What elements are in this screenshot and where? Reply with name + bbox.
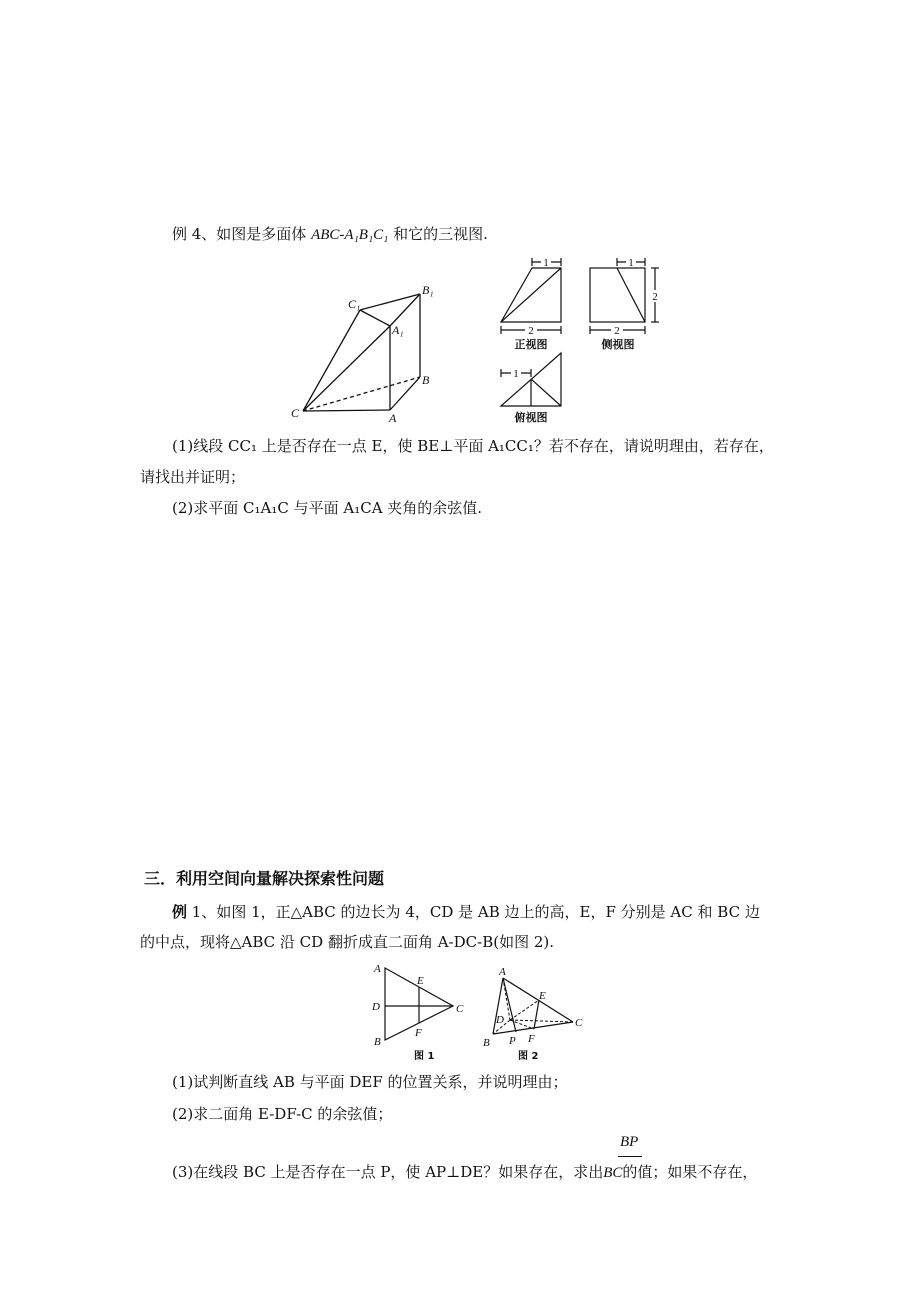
fraction-numerator: BP: [620, 1134, 639, 1150]
section3-question3: (3)在线段 BC 上是否存在一点 P，使 AP⊥DE？如果存在，求出BC的值；如果不存在，: [172, 1163, 758, 1181]
fraction-bar: [618, 1156, 642, 1157]
fig1-caption: 图 1: [414, 1051, 435, 1062]
fig2-label-F: F: [528, 1033, 535, 1045]
fig1-label-B: B: [374, 1036, 381, 1048]
label-A1: A₁: [392, 323, 404, 337]
figure-1: [370, 960, 480, 1060]
front-view-caption: 正视图: [514, 339, 548, 351]
three-views-figure: [498, 255, 678, 425]
section3-question1: (1)试判断直线 AB 与平面 DEF 的位置关系，并说明理由；: [172, 1073, 568, 1091]
section3-heading: 三．利用空间向量解决探索性问题: [144, 869, 385, 888]
fig2-label-C: C: [575, 1017, 583, 1029]
example4-question2: (2)求平面 C₁A₁C 与平面 A₁CA 夹角的余弦值.: [172, 499, 483, 517]
fig2-label-A: A: [499, 966, 506, 978]
fraction-denominator: BC: [603, 1165, 623, 1181]
fig2-label-P: P: [509, 1035, 516, 1047]
fig1-label-F: F: [415, 1027, 422, 1039]
polyhedron-name: ABC-A₁B₁C₁: [311, 227, 389, 243]
fig1-label-A: A: [374, 963, 381, 975]
label-C1: C₁: [348, 297, 361, 311]
label-C: C: [291, 406, 300, 420]
example4-question1-line2: 请找出并证明；: [140, 468, 246, 486]
section3-example1-line1: 例 1、如图 1，正△ABC 的边长为 4，CD 是 AB 边上的高，E，F 分别是 AC 和 BC 边: [172, 903, 760, 921]
label-B: B: [422, 373, 430, 387]
fig2-label-E: E: [539, 990, 546, 1002]
fig2-label-B: B: [483, 1037, 490, 1049]
top-dim-1: 1: [513, 368, 519, 380]
label-B1: B₁: [422, 283, 434, 297]
polyhedron-figure: [288, 282, 438, 425]
side-view-caption: 侧视图: [601, 339, 635, 351]
figure-2: [480, 960, 590, 1060]
section3-example1-line2: 的中点，现将△ABC 沿 CD 翻折成直二面角 A-DC-B(如图 2).: [140, 933, 555, 951]
top-view-caption: 俯视图: [514, 412, 548, 424]
front-dim-1: 1: [543, 257, 549, 269]
side-height-dim-2: 2: [652, 291, 658, 303]
example4-intro: 例 4、如图是多面体 ABC-A₁B₁C₁ 和它的三视图.: [172, 225, 488, 243]
fig1-label-D: D: [372, 1001, 380, 1013]
side-dim-2: 2: [614, 325, 620, 337]
fig2-label-D: D: [496, 1014, 504, 1026]
section3-question2: (2)求二面角 E-DF-C 的余弦值；: [172, 1105, 393, 1123]
fig2-caption: 图 2: [518, 1051, 539, 1062]
fig1-label-E: E: [417, 975, 424, 987]
front-dim-2: 2: [528, 325, 534, 337]
label-A: A: [389, 411, 397, 425]
fig1-label-C: C: [456, 1003, 464, 1015]
example4-question1-line1: (1)线段 CC₁ 上是否存在一点 E，使 BE⊥平面 A₁CC₁？若不存在，请说明理由，若存在，: [172, 437, 774, 455]
side-dim-1: 1: [628, 257, 634, 269]
